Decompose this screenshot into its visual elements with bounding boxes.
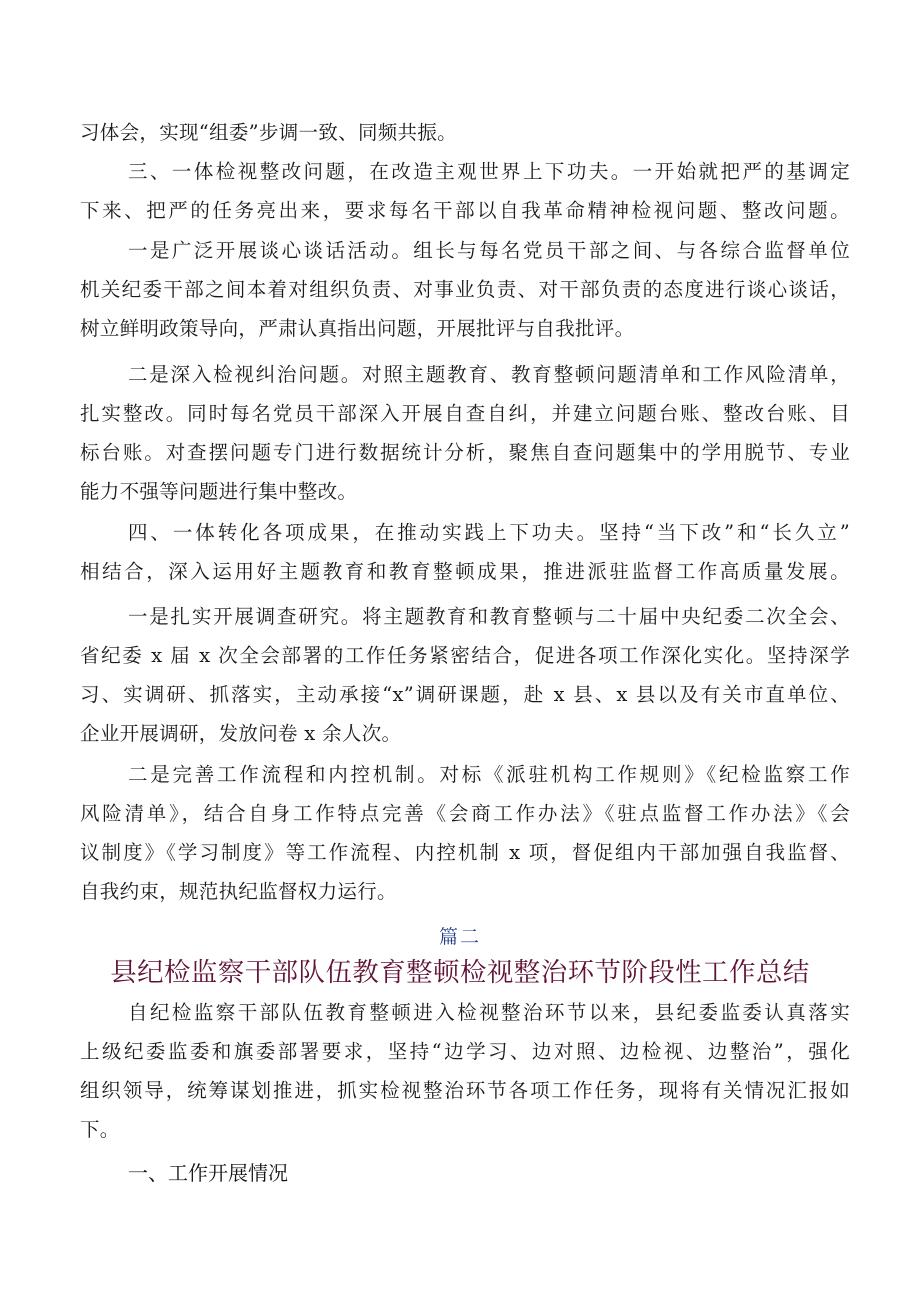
paragraph-line: 二是深入检视纠治问题。对照主题教育、教育整顿问题清单和工作风险清单，	[128, 363, 850, 386]
section-label: 篇二	[438, 926, 481, 948]
paragraph-line: 企业开展调研，发放问卷 x 余人次。	[80, 722, 402, 745]
paragraph-line: 自纪检监察干部队伍教育整顿进入检视整治环节以来，县纪委监委认真落实	[128, 1001, 850, 1024]
paragraph-line: 下来、把严的任务亮出来，要求每名干部以自我革命精神检视问题、整改问题。	[80, 199, 850, 222]
paragraph-line: 上级纪委监委和旗委部署要求，坚持“边学习、边对照、边检视、边整治”，强化	[80, 1040, 850, 1063]
paragraph-line: 树立鲜明政策导向，严肃认真指出问题，开展批评与自我批评。	[80, 317, 635, 340]
paragraph-line: 组织领导，统筹谋划推进，抓实检视整治环节各项工作任务，现将有关情况汇报如	[80, 1079, 850, 1102]
paragraph-line: 二是完善工作流程和内控机制。对标《派驻机构工作规则》《纪检监察工作	[128, 763, 850, 786]
paragraph-line: 一是扎实开展调查研究。将主题教育和教育整顿与二十届中央纪委二次全会、	[128, 605, 850, 628]
paragraph-line: 习、实调研、抓落实，主动承接“x”调研课题，赴 x 县、x 县以及有关市直单位、	[80, 683, 850, 706]
paragraph-line: 自我约束，规范执纪监督权力运行。	[80, 880, 397, 903]
paragraph-line: 三、一体检视整改问题，在改造主观世界上下功夫。一开始就把严的基调定	[128, 160, 850, 183]
paragraph-line: 习体会，实现“组委”步调一致、同频共振。	[80, 121, 457, 144]
paragraph-line: 下。	[80, 1118, 120, 1141]
paragraph-line: 风险清单》，结合自身工作特点完善《会商工作办法》《驻点监督工作办法》《会	[80, 802, 850, 825]
document-title: 县纪检监察干部队伍教育整顿检视整治环节阶段性工作总结	[110, 957, 810, 988]
paragraph-line: 能力不强等问题进行集中整改。	[80, 480, 358, 503]
paragraph-line: 四、一体转化各项成果，在推动实践上下功夫。坚持“当下改”和“长久立”	[128, 521, 850, 544]
paragraph-line: 扎实整改。同时每名党员干部深入开展自查自纠，并建立问题台账、整改台账、目	[80, 402, 850, 425]
paragraph-line: 议制度》《学习制度》等工作流程、内控机制 x 项，督促组内干部加强自我监督、	[80, 841, 850, 864]
section-heading: 一、工作开展情况	[128, 1161, 288, 1185]
paragraph-line: 省纪委 x 届 x 次全会部署的工作任务紧密结合，促进各项工作深化实化。坚持深学	[80, 644, 850, 667]
paragraph-line: 标台账。对查摆问题专门进行数据统计分析，聚焦自查问题集中的学用脱节、专业	[80, 441, 850, 464]
paragraph-line: 机关纪委干部之间本着对组织负责、对事业负责、对干部负责的态度进行谈心谈话，	[80, 278, 850, 301]
paragraph-line: 一是广泛开展谈心谈话活动。组长与每名党员干部之间、与各综合监督单位	[128, 239, 850, 262]
paragraph-line: 相结合，深入运用好主题教育和教育整顿成果，推进派驻监督工作高质量发展。	[80, 560, 850, 583]
